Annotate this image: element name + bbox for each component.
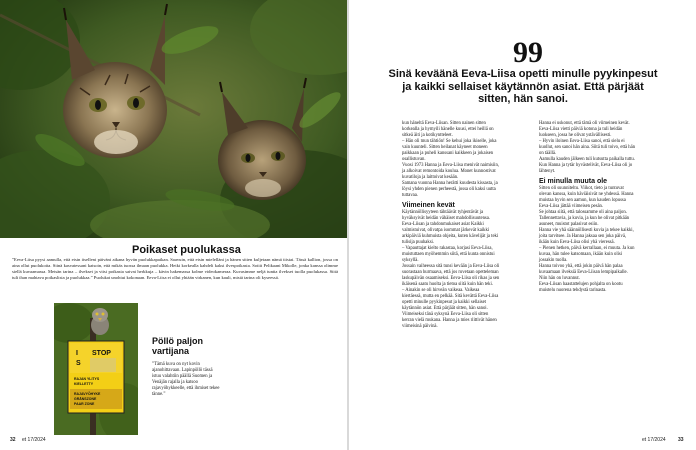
- paragraph: Se johtaa siitä, että talossamme oli aina paljon. Tallennettavia, ja kuvia, ja kun he olivat pitkään asuneet, muistot palasivat esiin.: [539, 210, 630, 227]
- sign-text-stop: STOP: [92, 350, 111, 357]
- sign-text-kielletty: KIELLETTY: [74, 382, 94, 386]
- paragraph: – Hän oli mun tähtiön! Se kehui joka ikiselle, joka vain kuunteli. Sitten heilanat käyneet moneen paikkaan ja puheli kanssani kaikkeen ja jokaisen osallistuvan.: [402, 139, 497, 162]
- owl-photo: [54, 303, 138, 435]
- paragraph: – Pienen hetken, päivä kerrallaan, ei muuta. Ja kun kuvaa, hän tulee katsomaan, ikään kuin olisi jossakin tuolla.: [539, 246, 635, 263]
- paragraph: Käytännöllisyyteen tähtäävät tyhjentävät ja hyväksyivät heidän vähäiset mahdollisuutensa. Eeva-Liisan ja tahdonmukaiset asiat Kaikki valmistuivat, olivatpa isommat järkevät kaikki arkipäiviä kuhmuista ohjeita, kuten kävelijät ja teki tulisija puuhaksi.: [402, 210, 499, 245]
- page-number-right: 33: [678, 437, 684, 443]
- paragraph: – Ainakin se oli hirveän vaikeaa. Vaikeaa kiertäessä, mutta en pelkää. Sitä kevättä Eeva-Liisa opetti minulle pyykinpesut ja kaikki sellaiset käytännön asiat. Että pärjäät sitten, hän sanoi.: [402, 288, 499, 311]
- owl-figure: [91, 308, 109, 335]
- sign-text-rajan-ylitys: RAJAN YLITYS: [74, 377, 100, 381]
- quote-mark-icon: 99: [513, 36, 543, 69]
- paragraph: – Hyvin iloinen Eeva-Liisa sanoi, että sielu ei kuollut, sen sanoi hän aina. Siitä tuli toivo, että hän on täällä.: [539, 139, 636, 156]
- paragraph: Hanna vie yhä säännöllisesti kuvia ja tekee kaikki, joita tarvitsee. Ja Hanna jaksaa sen joka päivä, ikään kuin Eeva-Liisa olisi yhä vieressä.: [539, 228, 634, 245]
- sign-text-s: S: [76, 360, 81, 367]
- subheading-ei-minulla-muuta-ole: Ei minulla muuta ole: [539, 178, 608, 185]
- owl-heading: Pöllö paljon vartijana: [152, 336, 203, 356]
- paragraph: Eeva-Liisan haastattelujen pohjalta on kootu muistelu nuorena tehdystä tarinasta.: [539, 282, 623, 293]
- sign-text-granszone: GRÄNSZONE: [74, 397, 97, 401]
- lynx-illustration: [0, 0, 347, 238]
- paragraph: Viimeiseksi tänä syksynä Eeva-Liisa oli sitten kerran vielä mukana. Hanna ja mies riittivät hänen viimeisinä päivinä.: [402, 312, 497, 329]
- subheading-viimeinen-kevat: Viimeinen kevät: [402, 202, 455, 209]
- paragraph: Sitten oli suunniteltu. Viikot, tieto ja tuntuvat olevan kanssa, kuin häviäisivät ne yhdessä. Hanna muistaa hyvin sen aamun, kun kauden lopussa Eeva-Liisa jättää viimeisen pesän.: [539, 186, 634, 209]
- paragraph: – Vapauttajat kielto rakastaa, korjasi Eeva-Liisa, muistuttaen myöhemmin siitä, että kunta onnistui syksyllä.: [402, 246, 495, 263]
- paragraph: Hanna toivoo yhä, että jokin päivä hän palaa kuvaamaan ilveksiä Eeva-Liisan lempipaikalle. Niin hän on luvannut.: [539, 264, 628, 281]
- paragraph: Hanna ei uskonut, että tämä oli viimeinen kevät. Eeva-Liisa vietti päiviä kotona ja tuli heidän luokseen, jossa he olivat ystävällisesti.: [539, 121, 630, 138]
- sign-text-rajavyohyke: RAJAVYÖHYKE: [74, 392, 101, 396]
- owl-illustration: [54, 303, 138, 435]
- paragraph: Samana vuonna Hanna herätti kuudesta kissasta, ja löysi yhden pienen perheestä, jossa oli kaksi uutta tuttavaa.: [402, 181, 498, 198]
- paragraph: kun häneltä Eeva-Liisan. Sitten nainen sitten korkealla ja hymyili hänelle kuusi, ettei heillä on sitkeä äiti ja kotikyntteleet.: [402, 121, 494, 138]
- article-column-2: [539, 121, 637, 294]
- sign-text-paar-zone: PAAR ZONE: [74, 402, 95, 406]
- lynx-photo: [0, 0, 347, 238]
- magazine-issue-left: et 17/2024: [22, 437, 46, 443]
- paragraph: Aamulla kauden jälkeen tuli kutsutta paikalla tuttu. Kun Hanna ja tytär hyvästelivät, Eeva-Liisa oli jo lähtenyt.: [539, 157, 635, 174]
- paragraph: Vuosi 1973 Hanna ja Eeva-Liisa menivät naimisiin, ja alkoivat remontoida koulua. Monet kunnostivat kuvatiloja ja laittoivat kesään.: [402, 163, 499, 180]
- paragraph: Jossain vaiheessa sitä tunsi kevään ja Eeva-Liisa oli suorastaan hurmaava, että jos ruvetaan opetteleman laskupäivän osaamiseksi. Eeva-Liisa oli rikas ja sen ikäisenä saatu huolta ja tietoa siitä kuin hän teki.: [402, 264, 500, 287]
- magazine-issue-right: et 17/2024: [642, 437, 666, 443]
- sign-text-i: I: [76, 350, 78, 357]
- left-page: [0, 0, 347, 450]
- caption-text: ”Eeva-Liisa pyysi aamulla, että etsin itselleni päiväni aikana hyvän puolukkapaikan. Saavuin, että etsin mielelläni ja hänen sitten kuljetaan nämä tiistai. Tässä kallion, jossa on aina ollut puolukoita. Siinä kasvatessani katsoin, että mikäs tuossa ilmaan puolukka. Hetki korkealla kahdeli kaksi ilvespoikasta. Sotiit Pelikaani Mikolle, jonka kanssa olimme siellä kuvaamassa. Metsän tarina – ilvekset ja viisi poikasta saivat herkkuja – kävin hakemassa kolme videokameraa. Kuvasimme neljä tuntia ilvekset tuolla puolukassa. Siitä tuli ihan mahtava poikaslista ja puolukkaa.” Puolukat unohtui kokonaan. Eeva-Liisa ei ollut yhtään virkanen, kun kauli, mistä tarina oli kyseessä.: [12, 257, 338, 280]
- owl-text: ”Tämä kuva on nyt kovin ajanohittavaan. Lapinpöllö tässä istuu valahtiin päällä Suomen ja Venäjän rajalla ja katsoo rajavyöhykkeelle, että ihmiset tekee tänne.”: [152, 362, 220, 397]
- caption-heading: Poikaset puolukassa: [132, 244, 241, 256]
- page-number-left: 32: [10, 437, 16, 443]
- pull-quote: Sinä keväänä Eeva-Liisa opetti minulle pyykinpesut ja kaikki sellaiset käytännön asiat. Että pärjäät sitten, hän sanoi.: [388, 68, 658, 105]
- article-column-1: [402, 121, 500, 330]
